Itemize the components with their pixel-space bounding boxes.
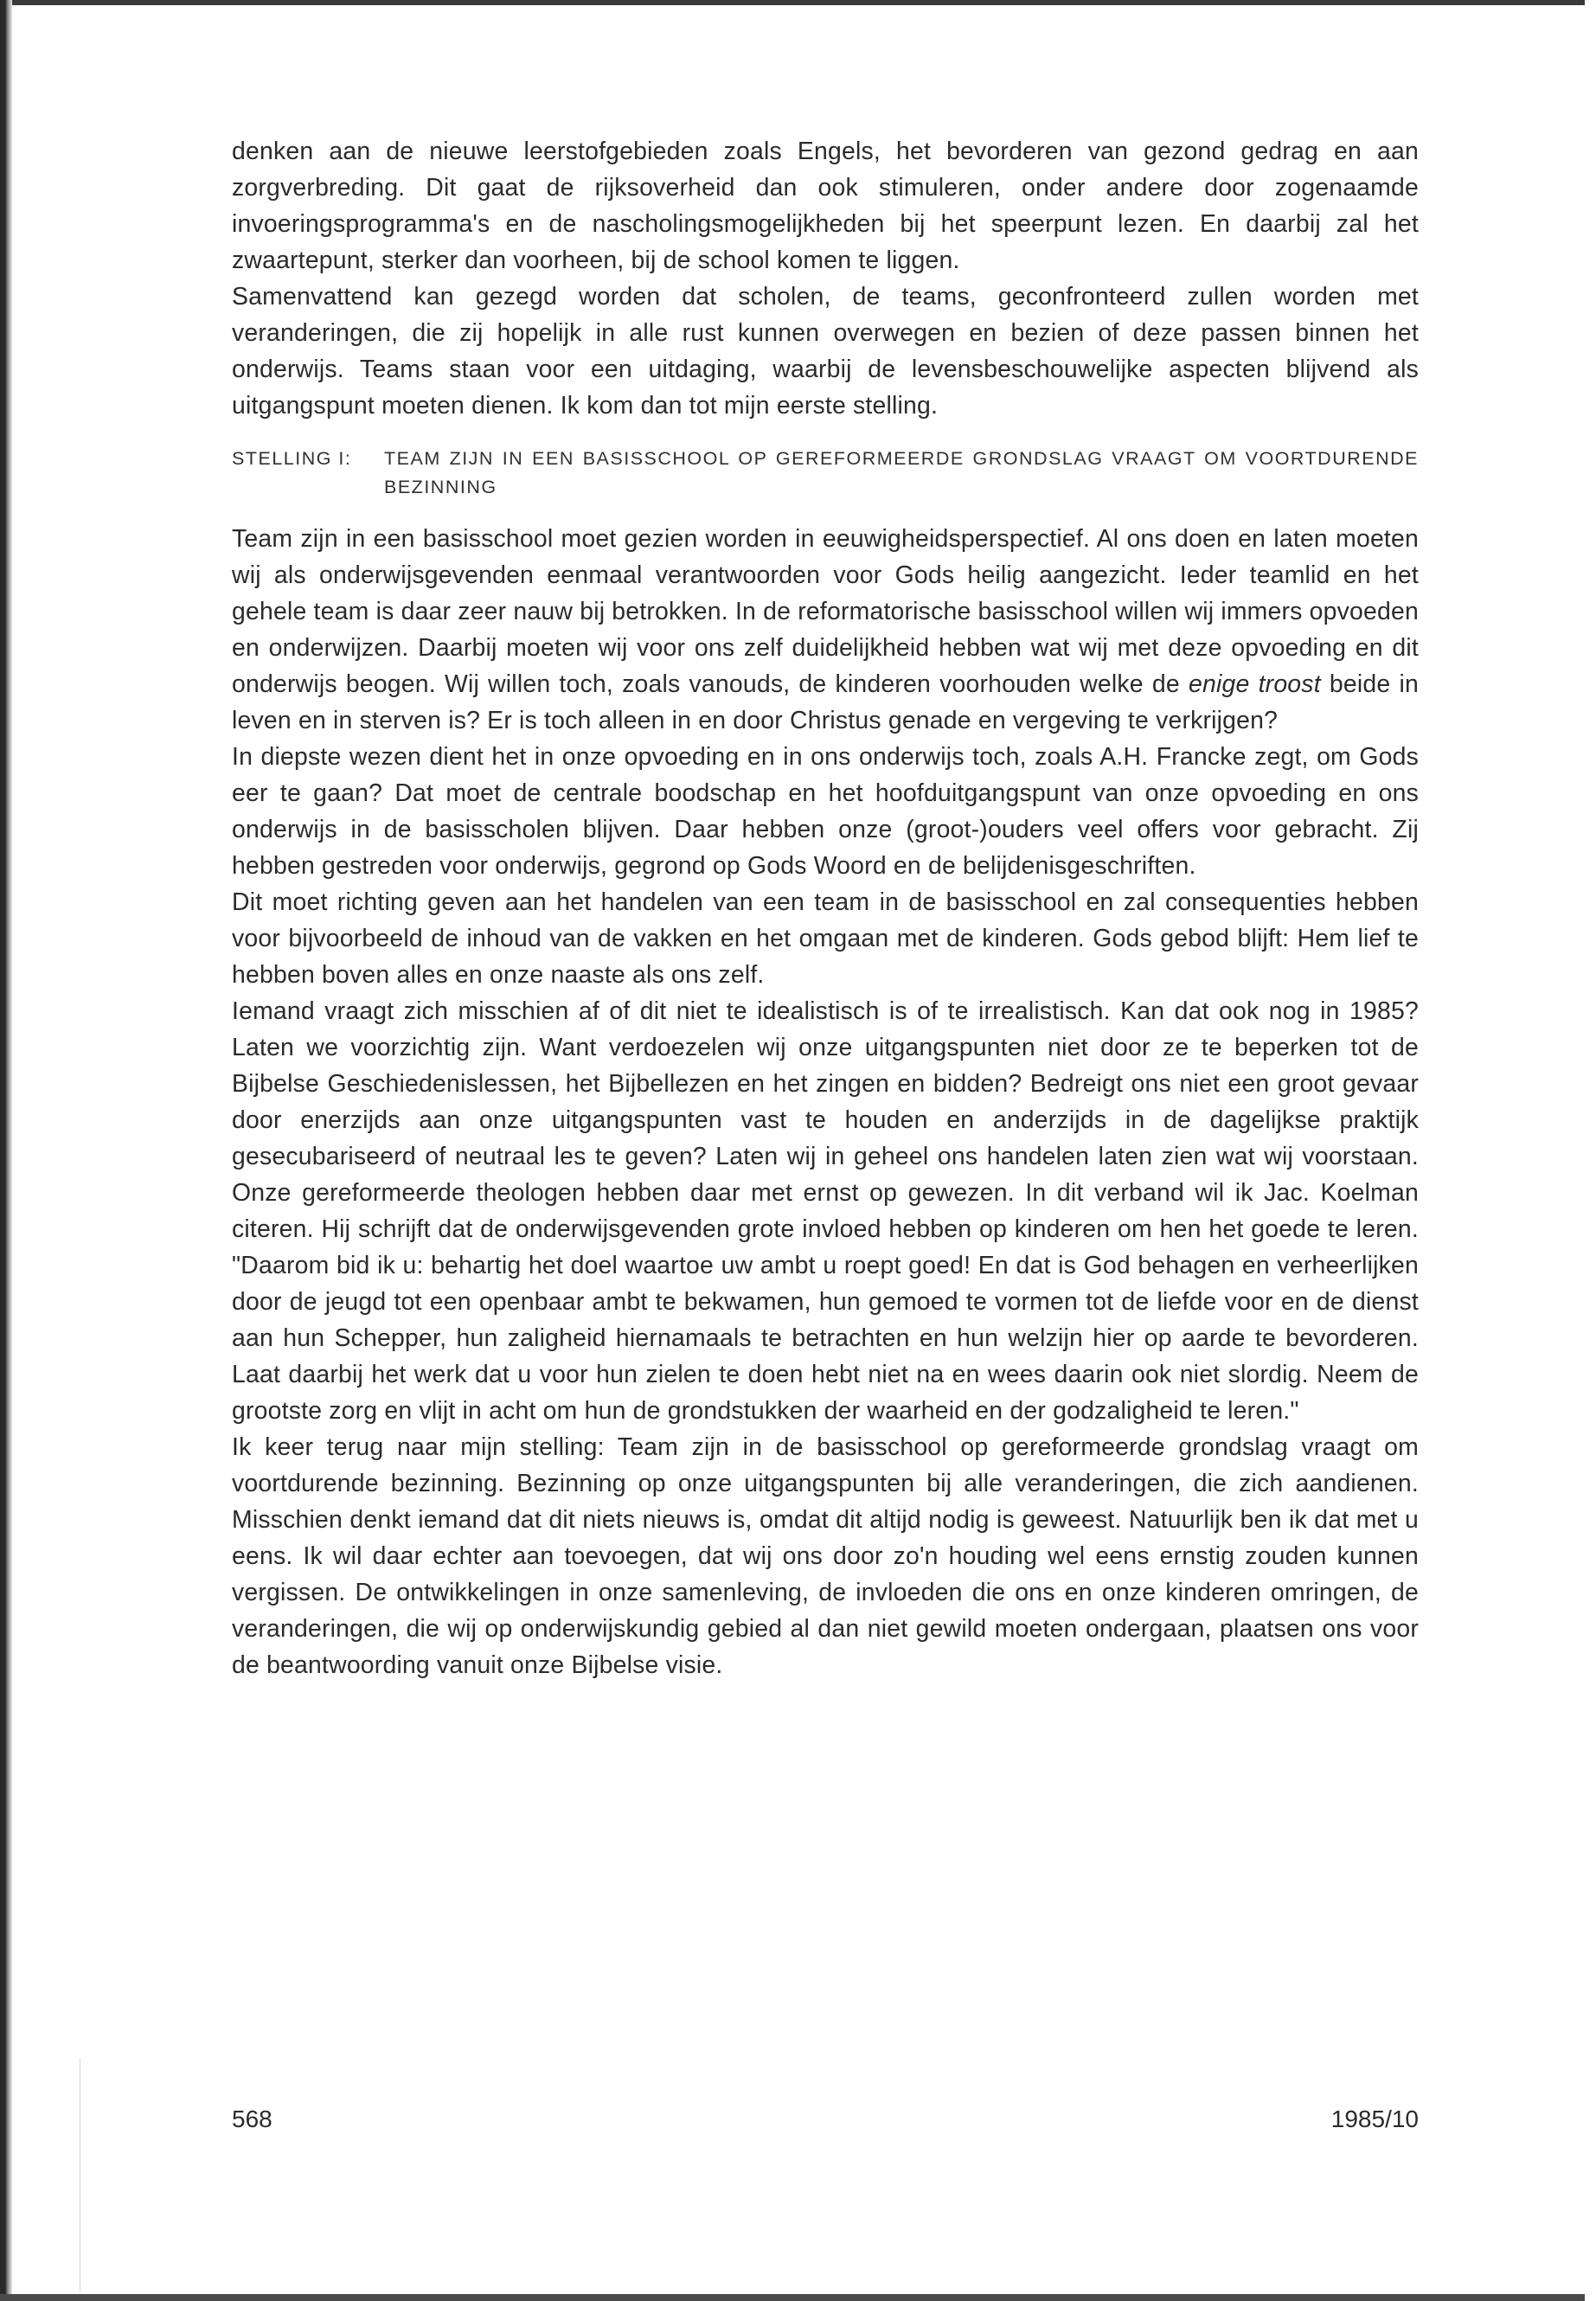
scan-edge-bottom	[0, 2294, 1596, 2301]
thesis-label: STELLING I:	[232, 448, 352, 469]
thesis-heading	[232, 445, 1419, 502]
paragraph-eternity-text-end: beide in leven en in sterven is? Er is toch alleen in en door Christus genade en vergeving te verkrijgen?	[232, 670, 1419, 734]
scan-edge-top	[0, 0, 1596, 5]
paragraph-intro: denken aan de nieuwe leerstofgebieden zoals Engels, het bevorderen van gezond gedrag en aan zorgverbreding. Dit gaat de rijksoverheid dan ook stimuleren, onder andere door zogenaamde invoeringsprogramma's en de nascholingsmogelijkheden bij het speerpunt lezen. En daarbij zal het zwaartepunt, sterker dan voorheen, bij de school komen te liggen.	[232, 138, 1419, 274]
thesis-text: TEAM ZIJN IN EEN BASISSCHOOL OP GEREFORMEERDE GRONDSLAG VRAAGT OM VOORTDURENDE BEZINNING	[384, 448, 1419, 497]
paragraph-koelman: Iemand vraagt zich misschien af of dit niet te idealistisch is of te irrealistisch. Kan dat ook nog in 1985? Laten we voorzichtig zijn. Want verdoezelen wij onze uitgangspunten niet door ze te beperken tot de Bijbelse Geschiedenislessen, het Bijbellezen en het zingen en bidden? Bedreigt ons niet een groot gevaar door enerzijds aan onze uitgangspunten vast te houden en anderzijds in de dagelijkse praktijk gesecubariseerd of neutraal les te geven? Laten wij in geheel ons handelen laten zien wat wij voorstaan. Onze gereformeerde theologen hebben daar met ernst op gewezen. In dit verband wil ik Jac. Koelman citeren. Hij schrijft dat de onderwijsgevenden grote invloed hebben op kinderen om hen het goede te leren. "Daarom bid ik u: behartig het doel waartoe uw ambt u roept goed! En dat is God behagen en verheerlijken door de jeugd tot een openbaar ambt te bekwamen, hun gemoed te vormen tot de liefde voor en de dienst aan hun Schepper, hun zaligheid hiernamaals te betrachten en hun welzijn hier op aarde te bevorderen. Laat daarbij het werk dat u voor hun zielen te doen hebt niet na en wees daarin ook niet slordig. Neem de grootste zorg en vlijt in acht om hun de grondstukken der waarheid en der godzaligheid te leren."	[232, 997, 1419, 1425]
paragraph-direction: Dit moet richting geven aan het handelen van een team in de basisschool en zal consequenties hebben voor bijvoorbeeld de inhoud van de vakken en het omgaan met de kinderen. Gods gebod blijft: Hem lief te hebben boven alles en onze naaste als ons zelf.	[232, 888, 1419, 989]
issue-number: 1985/10	[1330, 2106, 1419, 2132]
paragraph-conclusion: Ik keer terug naar mijn stelling: Team zijn in de basisschool op gereformeerde grondslag vraagt om voortdurende bezinning. Bezinning op onze uitgangspunten bij alle veranderingen, die zich aandienen. Misschien denkt iemand dat dit niets nieuws is, omdat dit altijd nodig is geweest. Natuurlijk ben ik dat met u eens. Ik wil daar echter aan toevoegen, dat wij ons door zo'n houding wel eens ernstig zouden kunnen vergissen. De ontwikkelingen in onze samenleving, de invloeden die ons en onze kinderen omringen, de veranderingen, die wij op onderwijskundig gebied al dan niet gewild moeten ondergaan, plaatsen ons voor de beantwoording vanuit onze Bijbelse visie.	[232, 1433, 1419, 1679]
paragraph-eternity-text: Team zijn in een basisschool moet gezien worden in eeuwigheidsperspectief. Al ons doen en laten moeten wij als onderwijsgevenden eenmaal verantwoorden voor Gods heilig aangezicht. Ieder teamlid en het gehele team is daar zeer nauw bij betrokken. In de reformatorische basisschool willen wij immers opvoeden en onderwijzen. Daarbij moeten wij voor ons zelf duidelijkheid hebben wat wij met deze opvoeding en dit onderwijs beogen. Wij willen toch, zoals vanouds, de kinderen voorhouden welke de	[232, 525, 1419, 698]
scan-edge-right	[1585, 0, 1596, 2301]
emphasis-enige-troost: enige troost	[1189, 670, 1321, 698]
text-column	[232, 133, 1419, 1683]
paragraph-summary: Samenvattend kan gezegd worden dat scholen, de teams, geconfronteerd zullen worden met veranderingen, die zij hopelijk in alle rust kunnen overwegen en bezien of deze passen binnen het onderwijs. Teams staan voor een uitdaging, waarbij de levensbeschouwelijke aspecten blijvend als uitgangspunt moeten dienen. Ik kom dan tot mijn eerste stelling.	[232, 283, 1419, 420]
page-footer	[232, 2104, 1419, 2135]
scan-edge-left	[0, 0, 12, 2301]
paragraph-eternity	[232, 521, 1419, 739]
page-number: 568	[232, 2106, 272, 2132]
paragraph-francke: In diepste wezen dient het in onze opvoeding en in ons onderwijs toch, zoals A.H. Francke zegt, om Gods eer te gaan? Dat moet de centrale boodschap en het hoofduitgangspunt van onze opvoeding en ons onderwijs in de basisscholen blijven. Daar hebben onze (groot-)ouders veel offers voor gebracht. Zij hebben gestreden voor onderwijs, gegrond op Gods Woord en de belijdenisgeschriften.	[232, 743, 1419, 880]
